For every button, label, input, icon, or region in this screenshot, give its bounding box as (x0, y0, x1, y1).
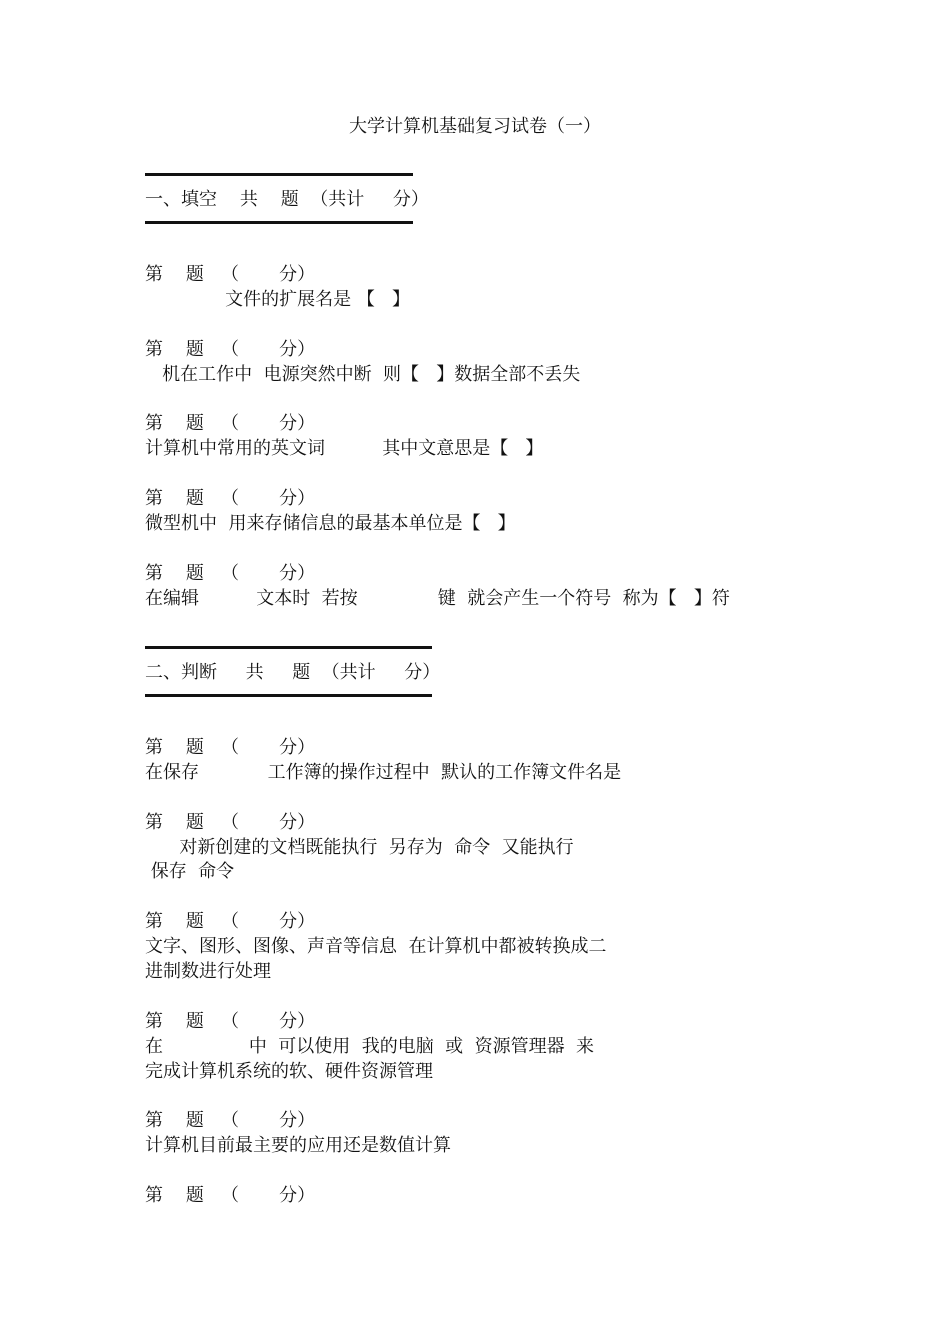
question-text: 文字、图形、图像、声音等信息 在计算机中都被转换成二 (145, 936, 607, 957)
section-heading: 一、填空 共 题 （共计 分） (145, 189, 429, 210)
question-header: 第 题 （ 分） (145, 737, 316, 758)
section-rule-bottom (145, 221, 413, 224)
question-text: 在 中 可以使用 我的电脑 或 资源管理器 来 (145, 1036, 595, 1057)
question-text: 保存 命令 (145, 861, 235, 882)
question-text: 微型机中 用来存储信息的最基本单位是【 】 (145, 513, 516, 534)
question-text: 文件的扩展名是 【 】 (145, 289, 410, 310)
question-header: 第 题 （ 分） (145, 413, 316, 434)
question-text: 计算机中常用的英文词 其中文意思是【 】 (145, 438, 544, 459)
question-header: 第 题 （ 分） (145, 488, 316, 509)
question-header: 第 题 （ 分） (145, 339, 316, 360)
section-rule-top (145, 173, 413, 176)
question-text: 机在工作中 电源突然中断 则【 】数据全部不丢失 (145, 364, 581, 385)
question-header: 第 题 （ 分） (145, 911, 316, 932)
question-text: 进制数进行处理 (145, 961, 271, 982)
page-title: 大学计算机基础复习试卷（一） (349, 116, 601, 137)
question-header: 第 题 （ 分） (145, 563, 316, 584)
question-header: 第 题 （ 分） (145, 1011, 316, 1032)
question-text: 在保存 工作簿的操作过程中 默认的工作簿文件名是 (145, 762, 622, 783)
question-text: 对新创建的文档既能执行 另存为 命令 又能执行 (145, 837, 574, 858)
question-header: 第 题 （ 分） (145, 1185, 316, 1206)
question-text: 在编辑 文本时 若按 键 就会产生一个符号 称为【 】符 (145, 588, 730, 609)
section-heading: 二、判断 共 题 （共计 分） (145, 662, 441, 683)
section-rule-top (145, 646, 432, 649)
question-header: 第 题 （ 分） (145, 1110, 316, 1131)
section-rule-bottom (145, 694, 432, 697)
question-text: 计算机目前最主要的应用还是数值计算 (145, 1135, 451, 1156)
question-header: 第 题 （ 分） (145, 812, 316, 833)
question-header: 第 题 （ 分） (145, 264, 316, 285)
question-text: 完成计算机系统的软、硬件资源管理 (145, 1061, 433, 1082)
